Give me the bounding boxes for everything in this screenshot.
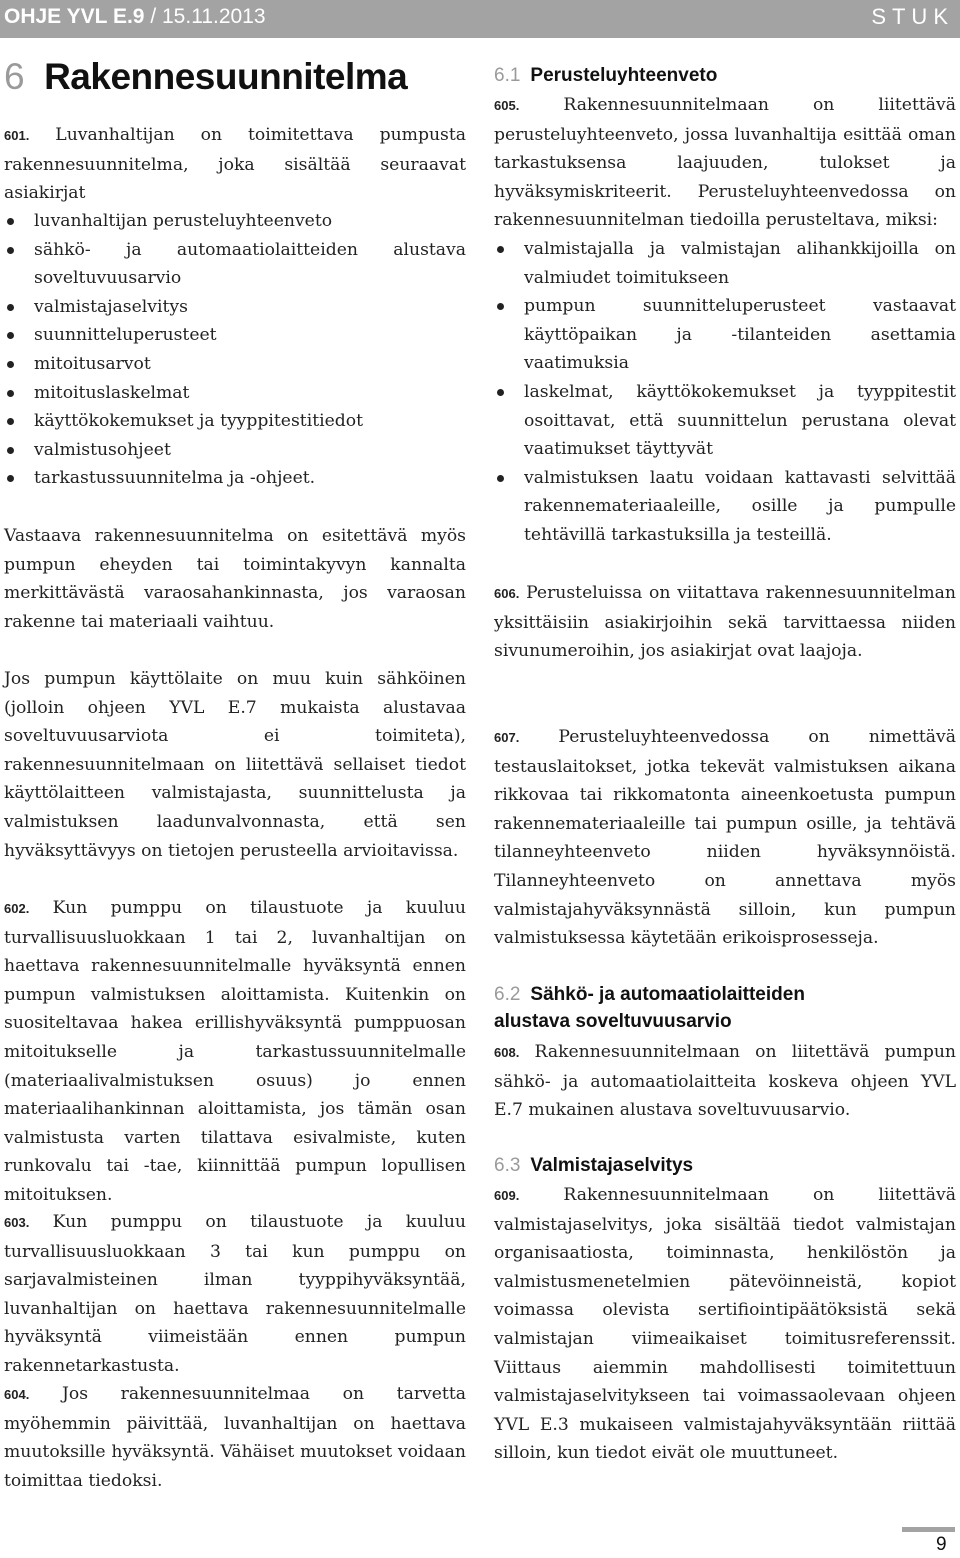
section-title: Sähkö- ja automaatiolaitteiden alustava soveltuvuusarvio	[494, 984, 805, 1032]
bullet-icon	[7, 475, 14, 482]
paragraph-text: Kun pumppu on tilaustuote ja kuuluu turvallisuusluokkaan 1 tai 2, luvanhaltijan on haettava rakennesuunnitelmalle hyväksyntä ennen pumpun valmistuksen aloittamista. Kuitenkin on suositeltavaa hakea erillishyväksyntä pumppuosan mitoitukselle ja tarkastussuunnitelmalle (materiaalivalmistuksen osuus) jo ennen materiaalihankinnan aloittamista, jos tämän osan valmistusta varten tilattava esivalmiste, kuten runkovalu tai -tae, kiinnittää pumpun lopullisen mitoituksen.	[4, 898, 466, 1205]
paragraph-text: Jos rakennesuunnitelmaa on tarvetta myöhemmin päivittää, luvanhaltijan on haettava muutoksille hyväksyntä. Vähäiset muutokset voidaan toimittaa tiedoksi.	[4, 1384, 466, 1491]
footer-rule	[902, 1527, 955, 1532]
paragraph-604	[4, 1380, 466, 1495]
paragraph-text: Rakennesuunnitelmaan on liitettävä pumpun sähkö- ja automaatiolaitteita koskeva ohjeen YVL E.7 mukainen alustava soveltuvuusarvio.	[494, 1042, 956, 1121]
page-header	[0, 0, 960, 38]
paragraph-number: 602.	[4, 901, 30, 916]
paragraph-text: Luvanhaltijan on toimitettava pumpusta rakennesuunnitelma, joka sisältää seuraavat asiakirjat	[4, 125, 466, 204]
paragraph-text: Kun pumppu on tilaustuote ja kuuluu turvallisuusluokkaan 3 tai kun pumppu on sarjavalmisteinen ilman tyyppihyväksyntää, luvanhaltijan on haettava rakennesuunnitelmalle hyväksyntä viimeistään ennen pumpun rakennetarkastusta.	[4, 1212, 466, 1376]
paragraph-601	[4, 121, 466, 208]
bullet-icon	[7, 418, 14, 425]
list-601	[4, 207, 466, 493]
bullet-icon	[7, 332, 14, 339]
list-605	[494, 235, 956, 550]
list-item: pumpun suunnitteluperusteet vastaavat käyttöpaikan ja -tilanteiden asettamia vaatimuksia	[494, 292, 956, 378]
list-item: suunnitteluperusteet	[4, 321, 466, 350]
paragraph-603	[4, 1208, 466, 1381]
paragraph-605	[494, 91, 956, 235]
paragraph-602	[4, 894, 466, 1210]
list-item: tarkastussuunnitelma ja -ohjeet.	[4, 464, 466, 493]
section-number: 6.1	[494, 65, 521, 86]
bullet-icon	[7, 304, 14, 311]
paragraph-number: 606.	[494, 586, 520, 601]
paragraph-606	[494, 579, 956, 666]
document-code	[4, 5, 266, 29]
header-date: 15.11.2013	[162, 5, 266, 28]
paragraph-number: 607.	[494, 730, 520, 745]
list-item: laskelmat, käyttökokemukset ja tyyppitestit osoittavat, että suunnittelun perustana olevat vaatimukset täyttyvät	[494, 378, 956, 464]
section-heading-6-1	[494, 62, 956, 89]
paragraph-text: Rakennesuunnitelmaan on liitettävä valmistajaselvitys, joka sisältää tiedot valmistajan organisaatiosta, toiminnasta, henkilöstön ja valmistusmenetelmien pätevöinneistä, kopiot voimassa olevista sertifiointipäätöksistä sekä valmistajan viimeaikaiset toimitusreferenssit. Viittaus aiemmin mahdollisesti toimitettuun valmistajaselvitykseen tai voimassaolevaan ohjeen YVL E.3 mukaiseen valmistajahyväksyntään riittää silloin, kun tiedot eivät ole muuttuneet.	[494, 1185, 956, 1464]
paragraph-number: 603.	[4, 1215, 30, 1230]
header-separator: /	[150, 5, 157, 28]
section-heading-6-3	[494, 1152, 956, 1179]
chapter-title: Rakennesuunnitelma	[44, 56, 408, 97]
list-item: sähkö- ja automaatiolaitteiden alustava soveltuvuusarvio	[4, 236, 466, 293]
paragraph-number: 605.	[494, 98, 520, 113]
organization-name: STUK	[871, 4, 954, 29]
paragraph-607	[494, 723, 956, 953]
list-item: luvanhaltijan perusteluyhteenveto	[4, 207, 466, 236]
list-item: valmistajaselvitys	[4, 293, 466, 322]
bullet-icon	[497, 475, 504, 482]
list-item: valmistusohjeet	[4, 436, 466, 465]
bullet-icon	[7, 218, 14, 225]
paragraph-number: 609.	[494, 1188, 520, 1203]
guide-code: OHJE YVL E.9	[4, 5, 145, 28]
list-item: mitoitusarvot	[4, 350, 466, 379]
paragraph-number: 604.	[4, 1387, 30, 1402]
bullet-icon	[7, 361, 14, 368]
list-item: mitoituslaskelmat	[4, 379, 466, 408]
bullet-icon	[497, 303, 504, 310]
list-item: valmistuksen laatu voidaan kattavasti selvittää rakennemateriaaleille, osille ja pumpulle tehtävillä tarkastuksilla ja testeillä.	[494, 464, 956, 550]
section-number: 6.3	[494, 1155, 521, 1176]
paragraph-608	[494, 1038, 956, 1125]
paragraph-text: Rakennesuunnitelmaan on liitettävä perusteluyhteenveto, jossa luvanhaltija esittää oman tarkastuksensa laajuuden, tulokset ja hyväksymiskriteerit. Perusteluyhteenvedossa on rakennesuunnitelman tiedoilla perusteltava, miksi:	[494, 95, 956, 231]
bullet-icon	[7, 390, 14, 397]
list-item: valmistajalla ja valmistajan alihankkijoilla on valmiudet toimitukseen	[494, 235, 956, 292]
paragraph-609	[494, 1181, 956, 1468]
bullet-icon	[7, 247, 14, 254]
section-heading-6-2	[494, 981, 874, 1035]
chapter-number: 6	[4, 56, 25, 97]
section-title: Valmistajaselvitys	[530, 1155, 694, 1176]
paragraph-text: Perusteluissa on viitattava rakennesuunnitelman yksittäisiin asiakirjoihin sekä tarvittaessa niiden sivunumeroihin, jos asiakirjat ovat laajoja.	[494, 583, 956, 662]
section-title: Perusteluyhteenveto	[530, 65, 718, 86]
section-number: 6.2	[494, 984, 521, 1005]
bullet-icon	[7, 447, 14, 454]
bullet-icon	[497, 389, 504, 396]
paragraph-601-spare-parts: Vastaava rakennesuunnitelma on esitettävä myös pumpun eheyden tai toimintakyvyn kannalta merkittävästä varaosahankinnasta, jos varaosan rakenne tai materiaali vaihtuu.	[4, 526, 466, 632]
paragraph-text: Perusteluyhteenvedossa on nimettävä testauslaitokset, jotka tekevät valmistuksen aikana rikkovaa tai rikkomatonta aineenkoetusta pumpun rakennemateriaaleille tai pumpun osille, ja tehtävä tilanneyhteenveto niiden hyväksynnöistä. Tilanneyhteenveto on annettava myös valmistajahyväksynnästä silloin, kun pumpun valmistuksessa käytetään erikoisprosesseja.	[494, 727, 956, 949]
bullet-icon	[497, 246, 504, 253]
paragraph-601-actuator: Jos pumpun käyttölaite on muu kuin sähköinen (jolloin ohjeen YVL E.7 mukaista alustavaa soveltuvuusarviota ei toimiteta), rakennesuunnitelmaan on liitettävä sellaiset tiedot käyttölaitteen valmistajasta, suunnittelusta ja valmistuksen laadunvalvonnasta, että sen hyväksyttävyys on tietojen perusteella arvioitavissa.	[4, 669, 466, 861]
paragraph-number: 601.	[4, 128, 30, 143]
chapter-heading	[4, 56, 407, 98]
list-item: käyttökokemukset ja tyyppitestitiedot	[4, 407, 466, 436]
paragraph-number: 608.	[494, 1045, 520, 1060]
page-number: 9	[936, 1534, 947, 1555]
